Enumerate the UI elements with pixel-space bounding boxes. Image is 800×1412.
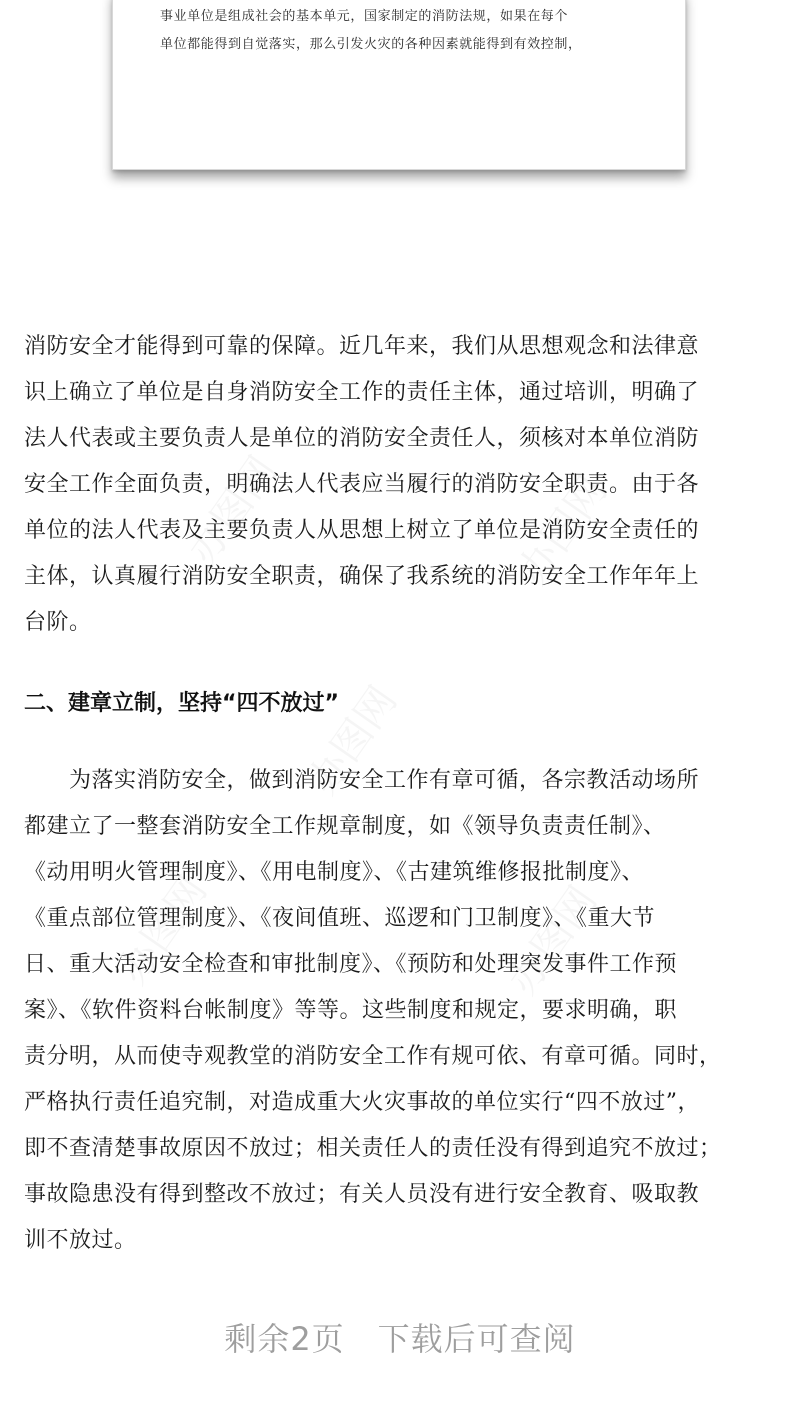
paragraph-line: 台阶。 — [24, 610, 92, 635]
paragraph-line: 事故隐患没有得到整改不放过；有关人员没有进行安全教育、吸取教 — [24, 1182, 700, 1207]
paragraph-line: 主体，认真履行消防安全职责，确保了我系统的消防安全工作年年上 — [24, 564, 700, 589]
paragraph-line: 为落实消防安全，做到消防安全工作有章可循，各宗教活动场所 — [24, 768, 700, 793]
paragraph-line: 训不放过。 — [24, 1228, 137, 1253]
paragraph-line: 《重点部位管理制度》、《夜间值班、巡逻和门卫制度》、《重大节 — [24, 906, 656, 931]
paragraph-line: 消防安全才能得到可靠的保障。近几年来，我们从思想观念和法律意 — [24, 334, 700, 359]
paragraph-line: 安全工作全面负责，明确法人代表应当履行的消防安全职责。由于各 — [24, 472, 700, 497]
paragraph-line: 案》、《软件资料台帐制度》等等。这些制度和规定，要求明确，职 — [24, 998, 678, 1023]
watermark: 办图网 — [109, 868, 217, 993]
watermark: 办图网 — [509, 468, 617, 593]
watermark: 办图网 — [299, 678, 407, 803]
paragraph-line: 严格执行责任追究制，对造成重大火灾事故的单位实行“四不放过”， — [24, 1090, 700, 1115]
preview-line: 单位都能得到自觉落实，那么引发火灾的各种因素就能得到有效控制， — [160, 37, 582, 52]
paragraph-line: 识上确立了单位是自身消防安全工作的责任主体，通过培训，明确了 — [24, 380, 700, 405]
section-heading: 二、建章立制，坚持“四不放过” — [24, 691, 339, 716]
paragraph-line: 单位的法人代表及主要负责人从思想上树立了单位是消防安全责任的 — [24, 518, 700, 543]
preview-line: 事业单位是组成社会的基本单元，国家制定的消防法规，如果在每个 — [160, 9, 569, 24]
preview-card — [112, 0, 686, 170]
paragraph-line: 《动用明火管理制度》、《用电制度》、《古建筑维修报批制度》、 — [24, 860, 645, 885]
remaining-pages-download-prompt[interactable]: 剩余2页 下载后可查阅 — [224, 1320, 576, 1358]
paragraph-line: 日、重大活动安全检查和审批制度》、《预防和处理突发事件工作预 — [24, 952, 678, 977]
paragraph-line: 法人代表或主要负责人是单位的消防安全责任人，须核对本单位消防 — [24, 426, 700, 451]
paragraph-line: 都建立了一整套消防安全工作规章制度，如《领导负责责任制》、 — [24, 814, 666, 839]
watermark: 办图网 — [179, 448, 287, 573]
paragraph-line: 即不查清楚事故原因不放过；相关责任人的责任没有得到追究不放过； — [24, 1136, 722, 1161]
watermark: 办图网 — [499, 878, 607, 1003]
paragraph-line: 责分明，从而使寺观教堂的消防安全工作有规可依、有章可循。同时， — [24, 1044, 722, 1069]
